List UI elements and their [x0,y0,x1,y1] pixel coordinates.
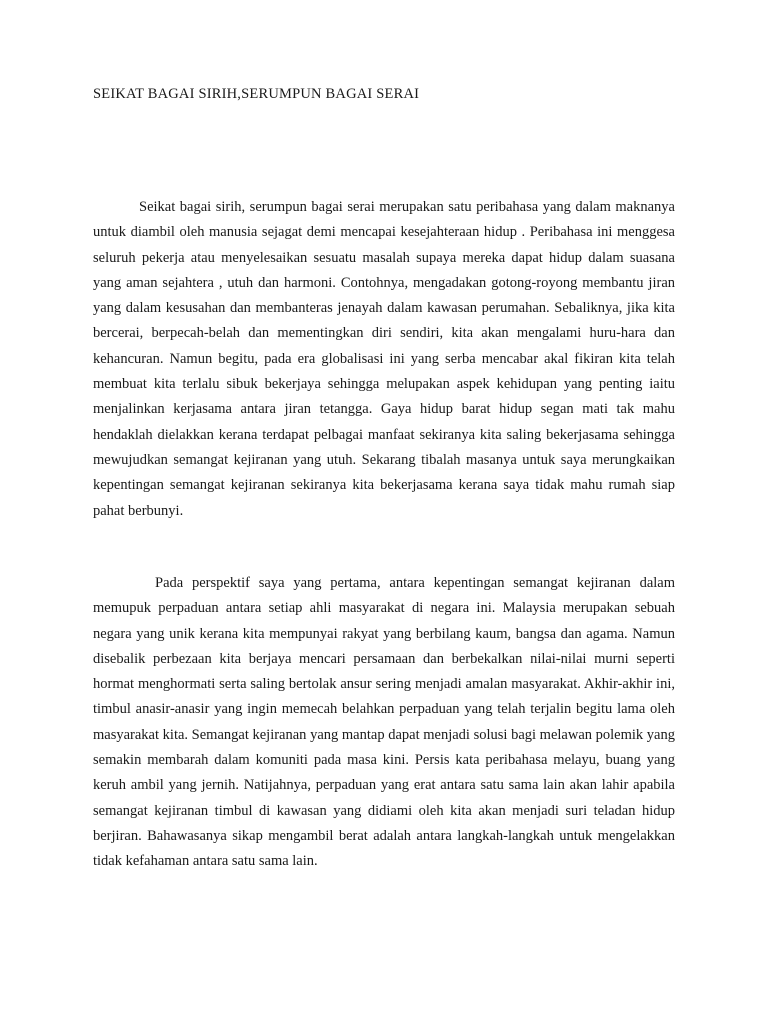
paragraph-first-perspective: Pada perspektif saya yang pertama, antara kepentingan semangat kejiranan dalam memupuk perpaduan antara setiap ahli masyarakat di negara ini. Malaysia merupakan sebuah negara yang unik kerana kita mempunyai rakyat yang berbilang kaum, bangsa dan agama. Namun disebalik perbezaan kita berjaya mencari persamaan dan berbekalkan nilai-nilai murni seperti hormat menghormati serta saling bertolak ansur sering menjadi amalan masyarakat. Akhir-akhir ini, timbul anasir-anasir yang ingin memecah belahkan perpaduan yang telah terjalin begitu lama oleh masyarakat kita. Semangat kejiranan yang mantap dapat menjadi solusi bagi melawan polemik yang semakin membarah dalam komuniti pada masa kini. Persis kata peribahasa melayu, buang yang keruh ambil yang jernih. Natijahnya, perpaduan yang erat antara satu sama lain akan lahir apabila semangat kejiranan timbul di kawasan yang didiami oleh kita akan menjadi suri teladan hidup berjiran. Bahawasanya sikap mengambil berat adalah antara langkah-langkah untuk mengelakkan tidak kefahaman antara satu sama lain. [93,575,675,870]
document-title: SEIKAT BAGAI SIRIH,SERUMPUN BAGAI SERAI [93,86,420,102]
paragraph-introduction: Seikat bagai sirih, serumpun bagai serai merupakan satu peribahasa yang dalam maknanya untuk diambil oleh manusia sejagat demi mencapai kesejahteraan hidup . Peribahasa ini menggesa seluruh pekerja atau menyelesaikan sesuatu masalah supaya mereka dapat hidup dalam suasana yang aman sejahtera , utuh dan harmoni. Contohnya, mengadakan gotong-royong membantu jiran yang dalam kesusahan dan membanteras jenayah dalam kawasan perumahan. Sebaliknya, jika kita bercerai, berpecah-belah dan mementingkan diri sendiri, kita akan mengalami huru-hara dan kehancuran. Namun begitu, pada era globalisasi ini yang serba mencabar akal fikiran kita telah membuat kita terlalu sibuk bekerjaya sehingga melupakan aspek kehidupan yang penting iaitu menjalinkan kerjasama antara jiran tetangga. Gaya hidup barat hidup segan mati tak mahu hendaklah dielakkan kerana terdapat pelbagai manfaat sekiranya kita saling bekerjasama sehingga mewujudkan semangat kejiranan yang utuh. Sekarang tibalah masanya untuk saya merungkaikan kepentingan semangat kejiranan sekiranya kita bekerjasama kerana saya tidak mahu rumah siap pahat berbunyi. [93,199,675,519]
